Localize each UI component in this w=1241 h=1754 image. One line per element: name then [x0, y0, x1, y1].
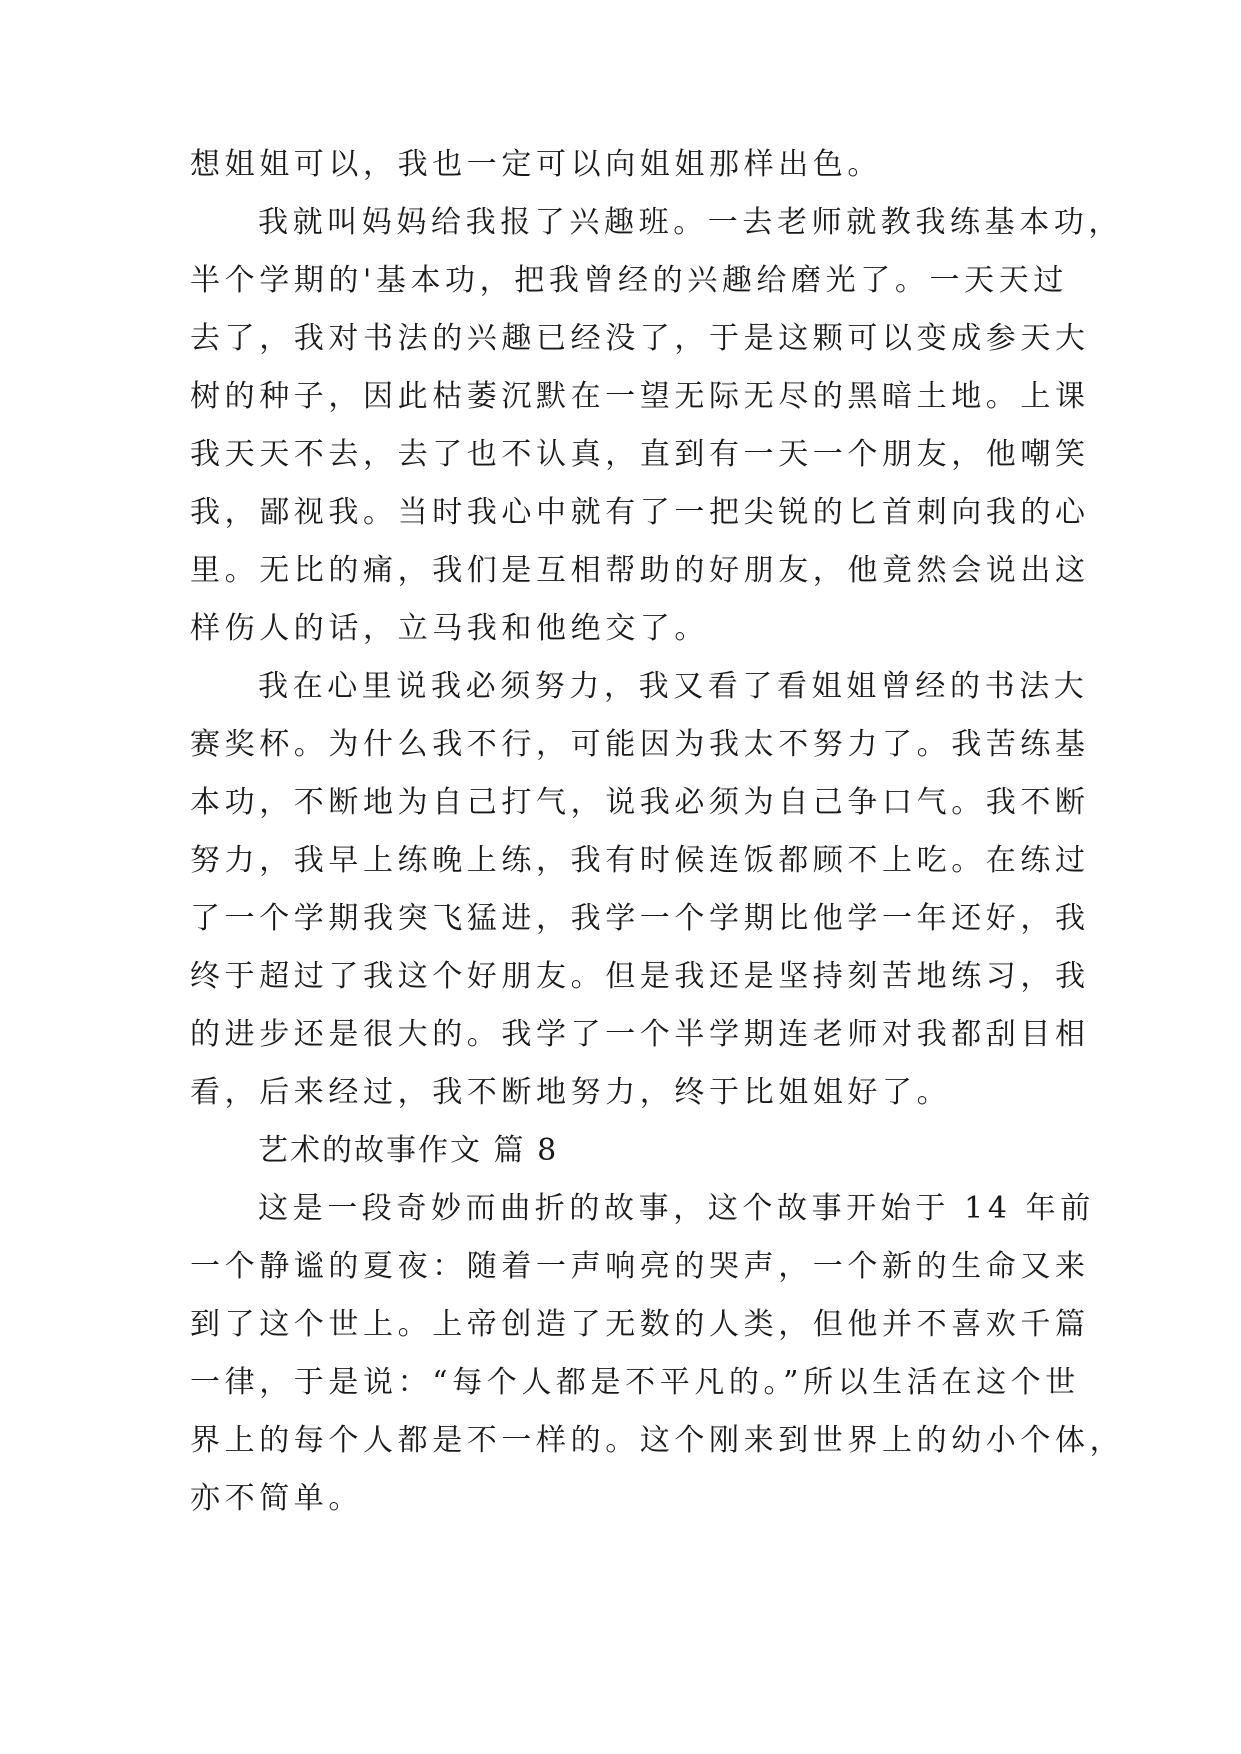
text-line: 的进步还是很大的。我学了一个半学期连老师对我都刮目相 [190, 1017, 1090, 1052]
text-line: 本功，不断地为自己打气，说我必须为自己争口气。我不断 [190, 785, 1090, 820]
text-line: 想姐姐可以，我也一定可以向姐姐那样出色。 [190, 147, 882, 182]
text-line: 一律，于是说：“每个人都是不平凡的。”所以生活在这个世 [190, 1365, 1080, 1400]
text-line: 赛奖杯。为什么我不行，可能因为我太不努力了。我苦练基 [190, 727, 1090, 762]
paragraph-start-line: 我就叫妈妈给我报了兴趣班。一去老师就教我练基本功， [258, 205, 1123, 240]
text-line: 半个学期的'基本功，把我曾经的兴趣给磨光了。一天天过 [190, 263, 1068, 298]
text-line: 到了这个世上。上帝创造了无数的人类，但他并不喜欢千篇 [190, 1307, 1090, 1342]
text-line: 去了，我对书法的兴趣已经没了，于是这颗可以变成参天大 [190, 321, 1090, 356]
text-line: 我天天不去，去了也不认真，直到有一天一个朋友，他嘲笑 [190, 437, 1090, 472]
text-line: 树的种子，因此枯萎沉默在一望无际无尽的黑暗土地。上课 [190, 379, 1090, 414]
text-line: 我，鄙视我。当时我心中就有了一把尖锐的匕首刺向我的心 [190, 495, 1090, 530]
text-line: 亦不简单。 [190, 1481, 363, 1516]
text-line: 样伤人的话，立马我和他绝交了。 [190, 611, 709, 646]
text-line: 一个静谧的夏夜：随着一声响亮的哭声，一个新的生命又来 [190, 1249, 1090, 1284]
text-line: 里。无比的痛，我们是互相帮助的好朋友，他竟然会说出这 [190, 553, 1090, 588]
text-line: 终于超过了我这个好朋友。但是我还是坚持刻苦地练习，我 [190, 959, 1090, 994]
text-line: 看，后来经过，我不断地努力，终于比姐姐好了。 [190, 1075, 952, 1110]
paragraph-start-line: 我在心里说我必须努力，我又看了看姐姐曾经的书法大 [258, 669, 1089, 704]
section-heading: 艺术的故事作文 篇 8 [258, 1133, 559, 1168]
paragraph-start-line: 这是一段奇妙而曲折的故事，这个故事开始于 14 年前 [258, 1191, 1095, 1226]
text-line: 了一个学期我突飞猛进，我学一个学期比他学一年还好，我 [190, 901, 1090, 936]
text-line: 界上的每个人都是不一样的。这个刚来到世界上的幼小个体， [190, 1423, 1125, 1458]
text-line: 努力，我早上练晚上练，我有时候连饭都顾不上吃。在练过 [190, 843, 1090, 878]
